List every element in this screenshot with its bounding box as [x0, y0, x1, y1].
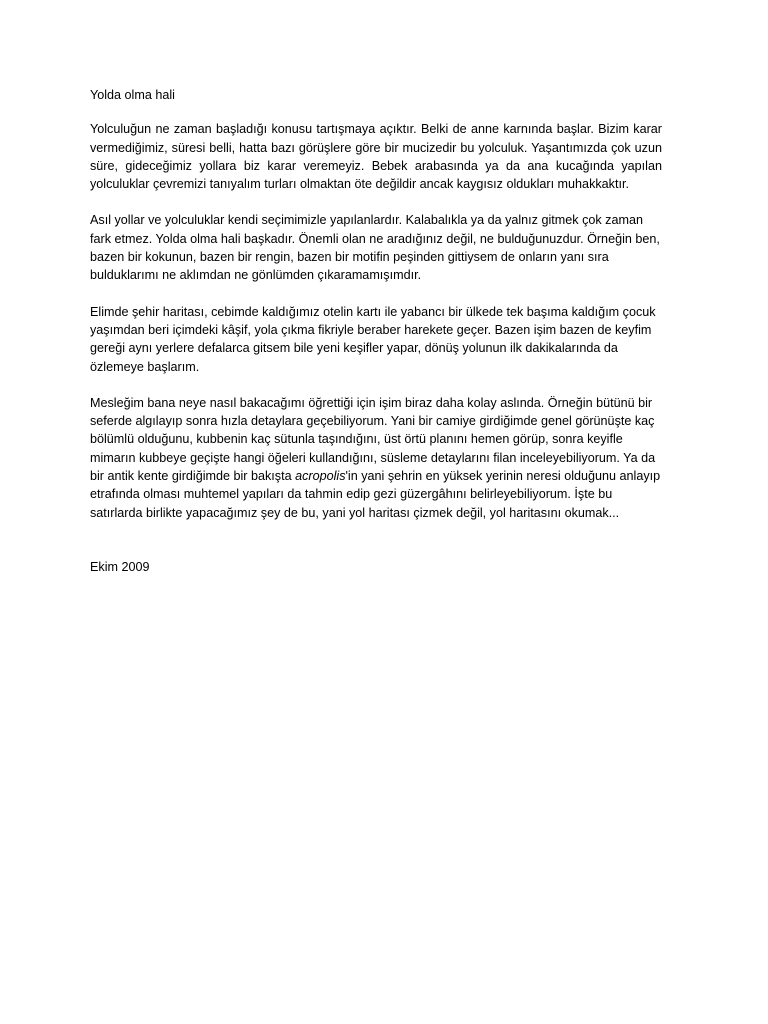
paragraph-1: Yolculuğun ne zaman başladığı konusu tartışmaya açıktır. Belki de anne karnında başlar. Bizim karar vermediğimiz, süresi belli, hatta bazı görüşlere göre bir mucizedir bu yolculuk. Yaşantımızda çok uzun süre, gideceğimiz yollara biz karar veremeyiz. Bebek arabasında ya da ana kucağında yapılan yolculuklar çevremizi tanıyalım turları olmaktan öte değildir ancak kaygısız oldukları muhakkaktır.	[90, 122, 662, 192]
paragraph-2: Asıl yollar ve yolculuklar kendi seçimimizle yapılanlardır. Kalabalıkla ya da yalnız gitmek çok zaman fark etmez. Yolda olma hali başkadır. Önemli olan ne aradığınız değil, ne bulduğunuzdur. Örneğin ben, bazen bir kokunun, bazen bir rengin, bazen bir motifin peşinden gittiysem de onların yanı sıra bulduklarımı ne aklımdan ne gönlümden çıkaramamışımdır.	[90, 213, 660, 283]
paragraph-4	[90, 394, 662, 522]
paragraph-4-italic-term: acropolis	[295, 469, 346, 484]
paragraph-4-text-end: 'in yani şehrin en yüksek yerinin neresi olduğunu anlayıp etrafında olması muhtemel yapıları da tahmin edip gezi güzergâhını belirleyebiliyorum. İşte bu satırlarda birlikte yapacağımız şey de bu, yani yol haritası çizmek değil, yol haritasını okumak...	[90, 469, 661, 520]
document-body	[90, 86, 662, 576]
paragraph-4-text-start: Mesleğim bana neye nasıl bakacağımı öğrettiği için işim biraz daha kolay aslında. Örneğin bütünü bir seferde algılayıp sonra hızla detaylara geçebiliyorum. Yani bir camiye girdiğimde genel görünüşte kaç bölümlü olduğunu, kubbenin kaç sütunla taşındığını, üst örtü planını hemen görüp, sonra keyifle mimarın kubbeye geçişte hangi öğeleri kullandığını, süsleme detaylarını filan inceleyebiliyorum. Ya da bir antik kente girdiğimde bir bakışta	[90, 395, 656, 484]
document-date: Ekim 2009	[90, 559, 150, 574]
document-title: Yolda olma hali	[90, 88, 175, 102]
paragraph-3: Elimde şehir haritası, cebimde kaldığımız otelin kartı ile yabancı bir ülkede tek başıma kaldığım çocuk yaşımdan beri içimdeki kâşif, yola çıkma fikriyle beraber harekete geçer. Bazen işim bazen de keyfim gereği aynı yerlere defalarca gitsem bile yeni keşifler yapar, dönüş yolunun ilk dakikalarında da özlemeye başlarım.	[90, 304, 656, 374]
